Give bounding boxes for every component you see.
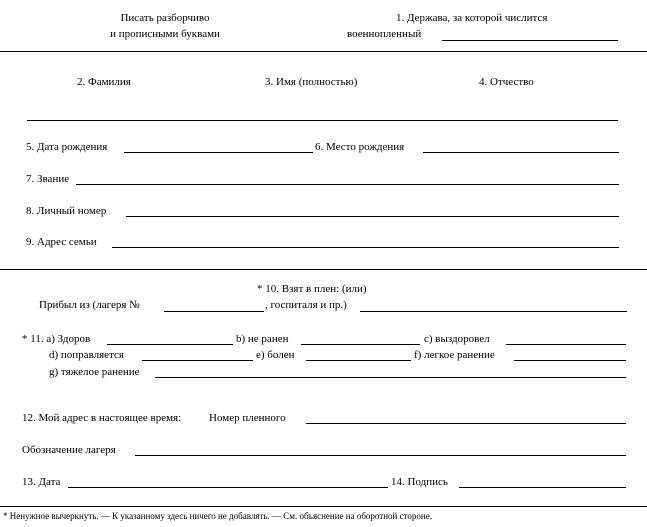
divider — [0, 269, 647, 270]
divider — [0, 506, 647, 507]
patronymic-label: 4. Отчество — [479, 76, 534, 88]
health-g-line[interactable] — [155, 377, 626, 378]
health-d-label: d) поправляется — [49, 349, 124, 361]
dob-label: 5. Дата рождения — [26, 141, 108, 153]
arrived-from-label: Прибыл из (лагеря № — [39, 299, 140, 311]
pob-line[interactable] — [423, 152, 619, 153]
field-1-line[interactable] — [442, 40, 618, 41]
health-f-label: f) легкое ранение — [414, 349, 495, 361]
date-label: 13. Дата — [22, 476, 61, 488]
health-c-label: c) выздоровел — [424, 333, 490, 345]
rank-label: 7. Звание — [26, 173, 70, 185]
signature-line[interactable] — [459, 487, 626, 488]
camp-designation-line[interactable] — [135, 455, 626, 456]
taken-prisoner-label: * 10. Взят в плен: (или) — [257, 283, 367, 295]
field-1-label-cont: военнопленный — [347, 28, 422, 40]
health-a-line[interactable] — [107, 344, 233, 345]
names-line[interactable] — [27, 120, 618, 121]
arrived-from-line[interactable] — [360, 311, 627, 312]
personal-no-line[interactable] — [126, 216, 619, 217]
signature-label: 14. Подпись — [391, 476, 448, 488]
rank-line[interactable] — [76, 184, 619, 185]
hospital-label: , госпиталя и пр.) — [265, 299, 347, 311]
family-address-line[interactable] — [112, 247, 619, 248]
health-b-label: b) не ранен — [236, 333, 289, 345]
health-f-line[interactable] — [514, 360, 626, 361]
camp-designation-label: Обозначение лагеря — [22, 444, 116, 456]
camp-number-line[interactable] — [164, 311, 264, 312]
health-e-label: e) болен — [256, 349, 295, 361]
current-address-label: 12. Мой адрес в настоящее время: — [22, 412, 182, 424]
pob-label: 6. Место рождения — [315, 141, 405, 153]
health-d-line[interactable] — [142, 360, 253, 361]
write-clearly-line2: и прописными буквами — [110, 28, 220, 40]
health-c-line[interactable] — [506, 344, 626, 345]
first-name-label: 3. Имя (полностью) — [265, 76, 358, 88]
health-g-label: g) тяжелое ранение — [49, 366, 140, 378]
field-1-label: 1. Держава, за которой числится — [396, 12, 548, 24]
health-e-line[interactable] — [306, 360, 411, 361]
prisoner-number-line[interactable] — [306, 423, 626, 424]
footnote: * Ненужное вычеркнуть. — К указанному здесь ничего не добавлять. — См. объяснение на оборотной стороне. — [3, 511, 432, 521]
write-clearly-line1: Писать разборчиво — [120, 12, 210, 24]
divider — [0, 51, 647, 52]
dob-line[interactable] — [124, 152, 313, 153]
prisoner-number-label: Номер пленного — [209, 412, 286, 424]
health-a-label: * 11. a) Здоров — [22, 333, 91, 345]
surname-label: 2. Фамилия — [77, 76, 131, 88]
personal-no-label: 8. Личный номер — [26, 205, 107, 217]
date-line[interactable] — [68, 487, 388, 488]
health-b-line[interactable] — [301, 344, 420, 345]
family-address-label: 9. Адрес семьи — [26, 236, 97, 248]
